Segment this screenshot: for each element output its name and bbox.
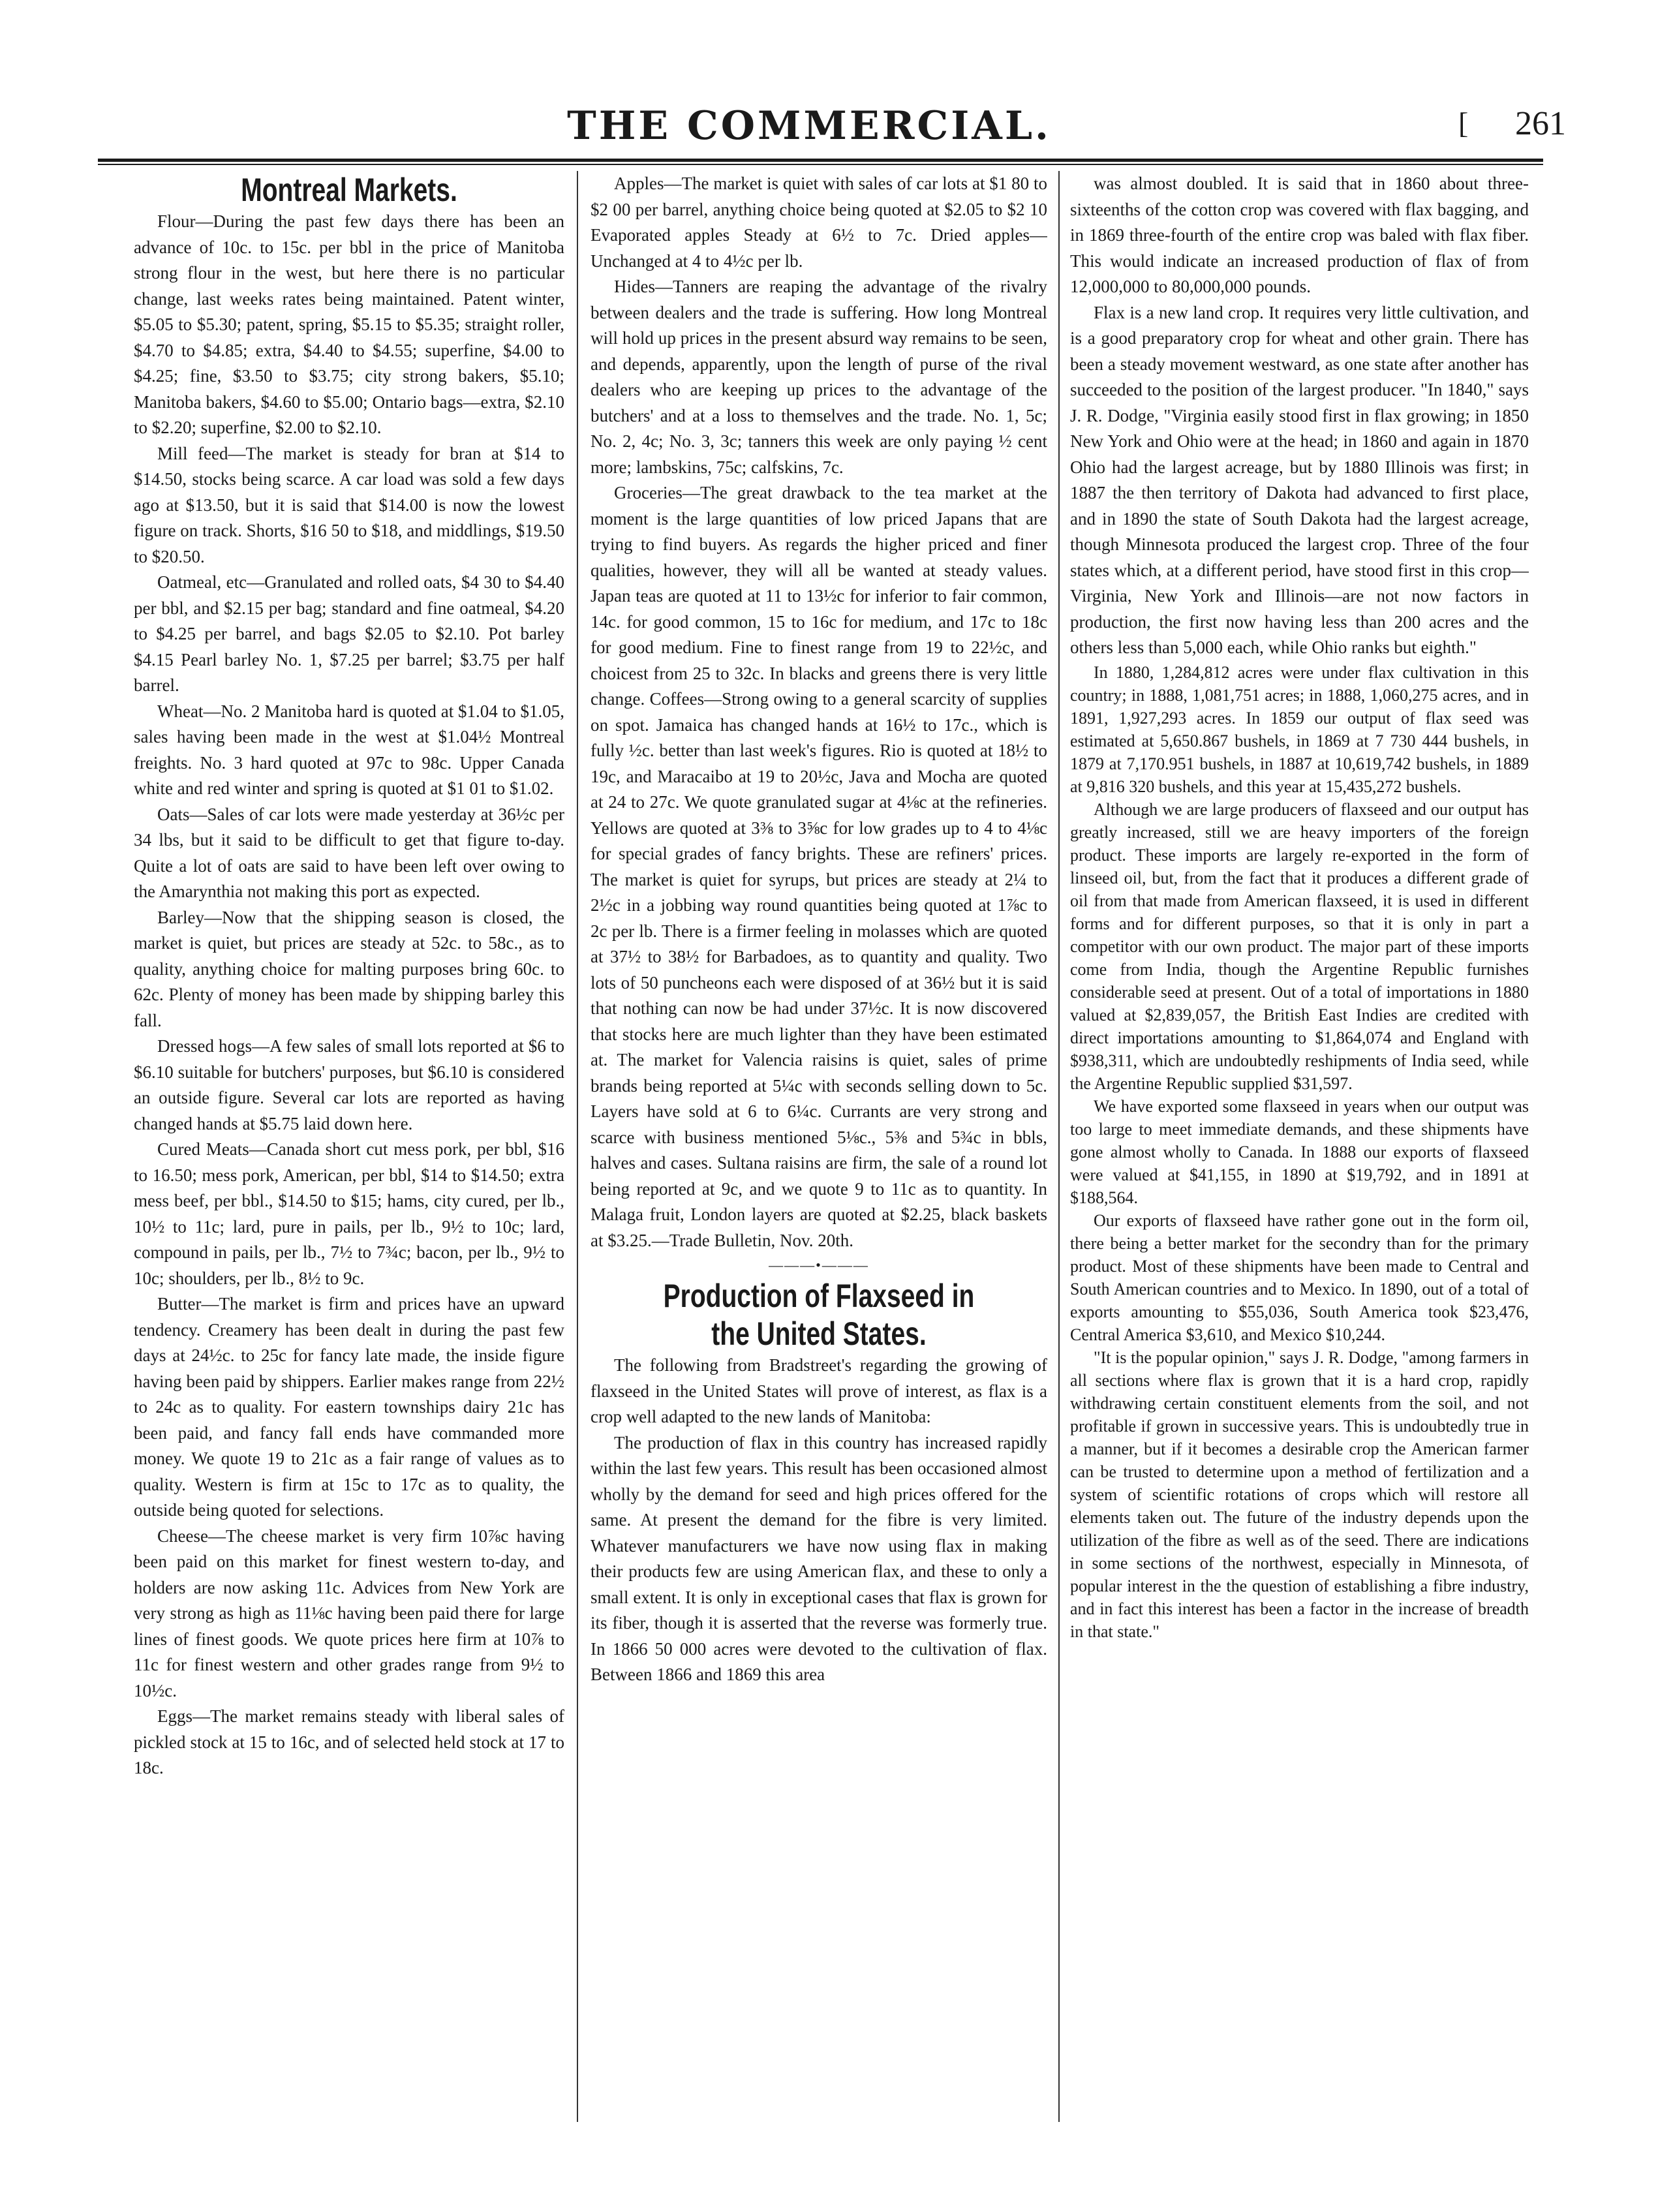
- column-2: [591, 171, 1047, 2128]
- column-1: [134, 171, 564, 2128]
- header-rule-thin: [98, 164, 1543, 165]
- paragraph-flax-intro: The following from Bradstreet's regarding the growing of flaxseed in the United States will prove of interest, as flax is a crop well adapted to the new lands of Manitoba:: [591, 1355, 1047, 1426]
- paragraph-hides: Hides—Tanners are reaping the advantage of the rivalry between dealers and the trade is suffering. How long Montreal will hold up prices in the present absurd way remains to be seen, and depends, apparently, upon the length of purse of the rival dealers who are keeping up prices to the advantage of the butchers' and at a loss to themselves and the trade. No. 1, 5c; No. 2, 4c; No. 3, 3c; tanners this week are only paying ½ cent more; lambskins, 75c; calfskins, 7c.: [591, 277, 1047, 477]
- paragraph-flax-exports: We have exported some flaxseed in years when our output was too large to meet immediate demands, and these shipments have gone almost wholly to Canada. In 1888 our exports of flaxseed were valued at $41,155, in 1890 at $19,792, and in 1891 at $188,564.: [1070, 1096, 1529, 1207]
- paragraph-groceries: Groceries—The great drawback to the tea market at the moment is the large quantities of low priced Japans that are trying to find buyers. As regards the higher priced and finer qualities, however, they will all be wanted at steady values. Japan teas are quoted at 11 to 13½c for inferior to fair common, 14c. for good common, 15 to 16c for medium, and 17c to 18c for good medium. Fine to finest range from 19 to 22½c, and choicest from 25 to 32c. In blacks and greens there is very little change. Coffees—Strong owing to a general scarcity of supplies on spot. Jamaica has changed hands at 16½ to 17c., which is fully ½c. better than last week's figures. Rio is quoted at 18½ to 19c, and Maracaibo at 19 to 20½c, Java and Mocha are quoted at 24 to 27c. We quote granulated sugar at 4⅛c at the refineries. Yellows are quoted at 3⅜ to 3⅝c for low grades up to 4 to 4⅛c for special grades of fancy brights. These are refiners' prices. The market is quiet for syrups, but prices are steady at 2¼ to 2½c in a jobbing way round quantities being quoted at 1⅞c to 2c per lb. There is a firmer feeling in molasses which are quoted at 37½ to 38½ for Barbadoes, as to quantity and quality. Two lots of 50 puncheons each were disposed of at 36½ but it is said that nothing can now be had under 37½c. It is now discovered that stocks here are much lighter than they have been estimated at. The market for Valencia raisins is quiet, sales of prime brands being reported at 5¼c with seconds selling down to 5c. Layers have sold at 6 to 6¼c. Currants are very strong and scarce with business mentioned 5⅛c., 5⅜ and 5¾c in bbls, halves and cases. Sultana raisins are firm, the sale of a round lot being reported at 9c, and we quote 9 to 11c as to quantity. In Malaga fruit, London layers are quoted at $2.25, black baskets at $3.25.—Trade Bulletin, Nov. 20th.: [591, 483, 1047, 1250]
- paragraph-oatmeal: Oatmeal, etc—Granulated and rolled oats, $4 30 to $4.40 per bbl, and $2.15 per bag; standard and fine oatmeal, $4.20 to $4.25 per barrel, and bags $2.05 to $2.10. Pot barley $4.15 Pearl barley No. 1, $7.25 per barrel; $3.75 per half barrel.: [134, 572, 564, 695]
- article-title-montreal-markets: Montreal Markets.: [241, 172, 457, 208]
- column-divider: [577, 171, 578, 2122]
- column-3: [1070, 171, 1529, 2128]
- paragraph-flax-production: The production of flax in this country has increased rapidly within the last few years. This result has been occasioned almost wholly by the demand for seed and high prices offered for the same. At present the demand for the fibre is very limited. Whatever manufacturers we have now using flax in making their products few are using American flax, and these to only a small extent. It is only in exceptional cases that flax is grown for its fiber, though it is asserted that the reverse was formerly true. In 1866 50 000 acres were devoted to the cultivation of flax. Between 1866 and 1869 this area: [591, 1432, 1047, 1684]
- paragraph-cheese: Cheese—The cheese market is very firm 10⅞c having been paid on this market for finest western to-day, and holders are now asking 11c. Advices from New York are very strong as high as 11⅛c having been paid there for large lines of finest goods. We quote prices here firm at 10⅞ to 11c for finest western and other grades range from 9½ to 10½c.: [134, 1526, 564, 1700]
- flax-statistics-block: [1070, 661, 1529, 1643]
- paragraph-flax-acreage: In 1880, 1,284,812 acres were under flax cultivation in this country; in 1888, 1,081,751 acres; in 1888, 1,060,275 acres, and in 1891, 1,927,293 acres. In 1859 our output of flax seed was estimated at 5,650.867 bushels, in 1869 at 7 730 444 bushels, in 1879 at 7,170.951 bushels, in 1887 at 10,619,742 bushels, in 1889 at 9,816 320 bushels, and this year at 15,435,272 bushels.: [1070, 662, 1529, 796]
- column-divider: [1058, 171, 1060, 2122]
- article-title-flaxseed: Production of Flaxseed in the United States.: [663, 1278, 975, 1352]
- paragraph-dressed-hogs: Dressed hogs—A few sales of small lots reported at $6 to $6.10 suitable for butchers' purposes, but $6.10 is considered an outside figure. Several car lots are reported as having changed hands at $5.75 laid down here.: [134, 1036, 564, 1133]
- paragraph-flour: Flour—During the past few days there has been an advance of 10c. to 15c. per bbl in the price of Manitoba strong flour in the west, but here there is no particular change, last weeks rates being maintained. Patent winter, $5.05 to $5.30; patent, spring, $5.15 to $5.35; straight roller, $4.70 to $4.85; extra, $4.40 to $4.55; superfine, $4.00 to $4.25; fine, $3.50 to $3.75; city strong bakers, $5.10; Manitoba bakers, $4.60 to $5.00; Ontario bags—extra, $2.10 to $2.20; superfine, $2.00 to $2.10.: [134, 211, 564, 437]
- page-mark: [: [1458, 106, 1469, 140]
- header-rule-thick: [98, 159, 1543, 162]
- page-number: 261: [1515, 105, 1566, 142]
- paragraph-eggs: Eggs—The market remains steady with liberal sales of pickled stock at 15 to 16c, and of selected held stock at 17 to 18c.: [134, 1706, 564, 1777]
- masthead: [26, 98, 1592, 157]
- paragraph-flax-dodge-quote: "It is the popular opinion," says J. R. Dodge, "among farmers in all sections where flax is grown that it is a hard crop, rapidly withdrawing certain constituent elements from the soil, and not profitable if grown in successive years. This is undoubtedly true in a manner, but if it becomes a desirable crop the American farmer can be trusted to determine upon a method of fertilization and a system of scientific rotations of crops which will restore all elements taken out. The future of the industry depends upon the utilization of the fibre as well as of the seed. There are indications in some sections of the northwest, especially in Minnesota, of popular interest in the the question of establishing a fibre industry, and in fact this interest has been a factor in the increase of breadth in that state.": [1070, 1347, 1529, 1641]
- paragraph-mill-feed: Mill feed—The market is steady for bran at $14 to $14.50, stocks being scarce. A car load was sold a few days ago at $13.50, but it is said that $14.00 is now the lowest figure on track. Shorts, $16 50 to $18, and middlings, $19.50 to $20.50.: [134, 443, 564, 566]
- paragraph-barley: Barley—Now that the shipping season is closed, the market is quiet, but prices are steady at 52c. to 58c., as to quality, anything choice for malting purposes bring 60c. to 62c. Plenty of money has been made by shipping barley this fall.: [134, 907, 564, 1030]
- paragraph-flax-doubled: was almost doubled. It is said that in 1860 about three-sixteenths of the cotton crop was covered with flax bagging, and in 1869 three-fourth of the entire crop was baled with flax fiber. This would indicate an increased production of flax of from 12,000,000 to 80,000,000 pounds.: [1070, 174, 1529, 296]
- paragraph-butter: Butter—The market is firm and prices have an upward tendency. Creamery has been dealt in during the past few days at 24½c. to 25c for fancy late made, the inside figure having been paid by shippers. Earlier makes range from 22½ to 24c as to quality. For eastern townships dairy 21c has been paid, and fancy fall ends have commanded more money. We quote 19 to 21c as a fair range of values as to quality. Western is firm at 15c to 17c as to quality, the outside being quoted for selections.: [134, 1294, 564, 1520]
- paragraph-apples: Apples—The market is quiet with sales of car lots at $1 80 to $2 00 per barrel, anything choice being quoted at $2.05 to $2 10 Evaporated apples Steady at 6½ to 7c. Dried apples—Unchanged at 4 to 4½c per lb.: [591, 174, 1047, 271]
- paragraph-oats: Oats—Sales of car lots were made yesterday at 36½c per 34 lbs, but it said to be difficult to get that figure to-day. Quite a lot of oats are said to have been left over owing to the Amarynthia not making this port as expected.: [134, 804, 564, 901]
- paragraph-cured-meats: Cured Meats—Canada short cut mess pork, per bbl, $16 to 16.50; mess pork, American, per bbl, $14 to $14.50; extra mess beef, per bbl., $14.50 to $15; hams, city cured, per lb., 10½ to 11c; lard, pure in pails, per lb., 9½ to 10c; lard, compound in pails, per lb., 7½ to 7¾c; bacon, per lb., 9½ to 10c; shoulders, per lb., 8½ to 9c.: [134, 1139, 564, 1288]
- paragraph-wheat: Wheat—No. 2 Manitoba hard is quoted at $1.04 to $1.05, sales having been made in the west at $1.04½ Montreal freights. No. 3 hard quoted at 97c to 98c. Upper Canada white and red winter and spring is quoted at $1 01 to $1.02.: [134, 701, 564, 798]
- paragraph-flax-imports: Although we are large producers of flaxseed and our output has greatly increased, still we are heavy importers of the foreign product. These imports are largely re-exported in the form of linseed oil, but, from the fact that it produces a different grade of oil from that made from American flaxseed, it is used in different forms and for different purposes, so that it is only in part a competitor with our own product. The major part of these imports come from India, though the Argentine Republic furnishes considerable seed at present. Out of a total of importations in 1880 valued at $2,839,057, the British East Indies are credited with direct importations amounting to $1,864,074 and England with $938,311, which are undoubtedly reshipments of India seed, while the Argentine Republic supplied $31,597.: [1070, 799, 1529, 1093]
- newspaper-title: THE COMMERCIAL.: [567, 103, 1051, 149]
- article-separator: ———•———: [769, 1257, 869, 1273]
- paragraph-flax-new-land: Flax is a new land crop. It requires very little cultivation, and is a good preparatory crop for wheat and other grain. There has been a steady movement westward, as one state after another has succeeded to the position of the largest producer. "In 1840," says J. R. Dodge, "Virginia easily stood first in flax growing; in 1850 New York and Ohio were at the head; in 1860 and again in 1870 Ohio had the largest acreage, but by 1880 Illinois was first; in 1887 the then territory of Dakota had advanced to first place, and in 1890 the state of South Dakota had the largest acreage, though Minnesota produced the largest crop. Three of the four states which, at a different period, have stood first in this crop—Virginia, New York and Illinois—are not now factors in production, the first now having less than 200 acres and the others less than 5,000 each, while Ohio ranks but eighth.": [1070, 302, 1529, 657]
- paragraph-flax-oil-exports: Our exports of flaxseed have rather gone out in the form oil, there being a better market for the secondry than for the primary product. Most of these shipments have been made to Central and South American countries and to Mexico. In 1890, out of a total of exports amounting to $55,036, South America took $23,476, Central America $3,610, and Mexico $10,244.: [1070, 1210, 1529, 1344]
